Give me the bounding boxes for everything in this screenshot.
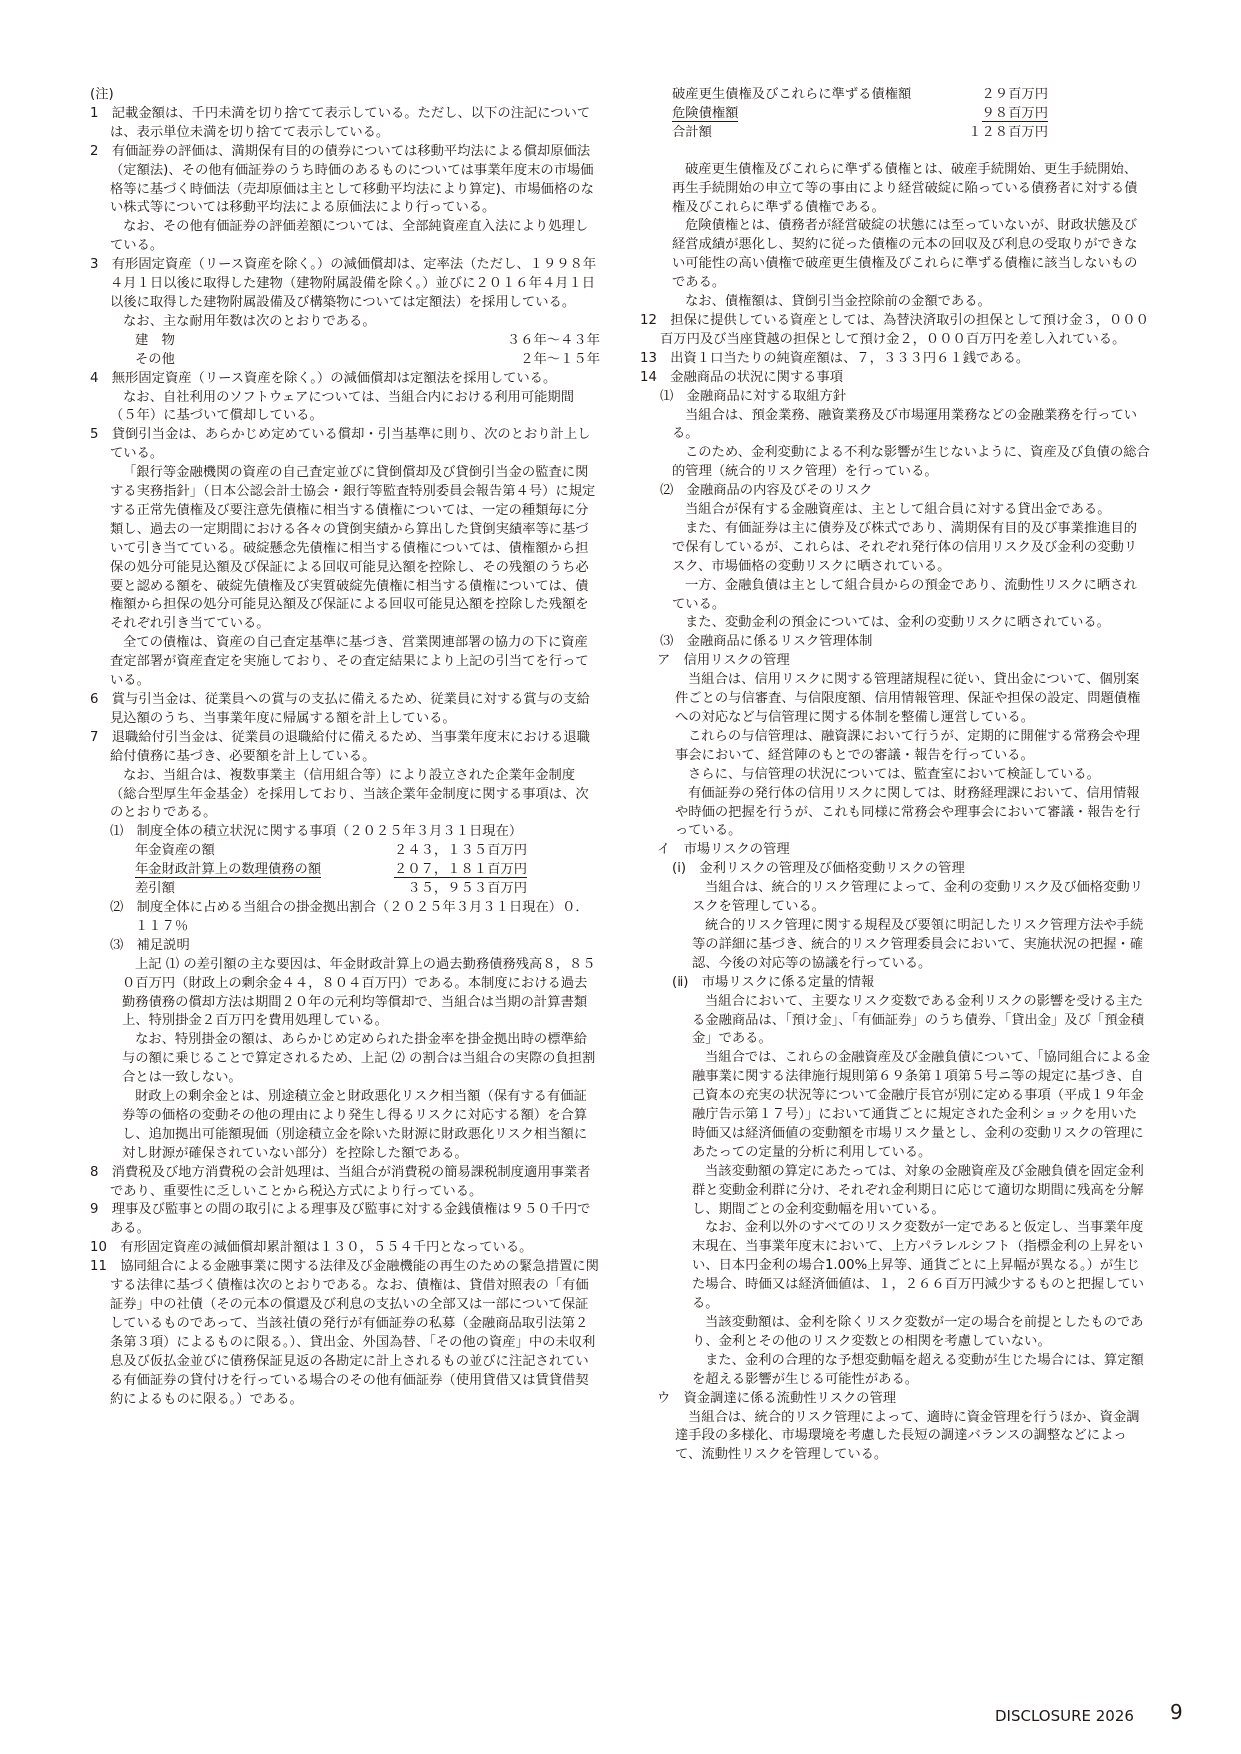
table-value: ２９百万円 xyxy=(981,87,1048,102)
paragraph: 当該変動額は、金利を除くリスク変数が一定の場合を前提としたものであり、金利とその他のリスク変数との相関を考慮していない。 xyxy=(692,1315,1144,1349)
paragraph: (ⅱ) 市場リスクに係る定量的情報 xyxy=(672,974,875,990)
paragraph: 3 有形固定資産（リース資産を除く。）の減価償却は、定率法（ただし、１９９８年４月１日以後に取得した建物（建物附属設備を除く。）並びに２０１６年４月１日以後に取得した建物附属設備及び構築物については定額法）を採用している。 xyxy=(90,257,597,310)
table-label: 年金資産の額 xyxy=(135,843,215,859)
paragraph: 14 金融商品の状況に関する事項 xyxy=(640,369,844,385)
paragraph: なお、その他有価証券の評価差額については、全部純資産直入法により処理している。 xyxy=(110,219,589,254)
paragraph: なお、特別掛金の額は、あらかじめ定められた掛金率を掛金拠出時の標準給与の額に乗じることで算定されるため、上記 ⑵ の割合は当組合の実際の負担割合とは一致しない。 xyxy=(122,1032,596,1086)
table-label: 破産更生債権及びこれらに準ずる債権額 xyxy=(672,87,912,102)
paragraph: なお、債権額は、貸倒引当金控除前の金額である。 xyxy=(685,294,991,310)
paragraph: 1 記載金額は、千円未満を切り捨てて表示している。ただし、以下の注記については、表示単位未満を切り捨てて表示している。 xyxy=(90,105,591,140)
paragraph: 13 出資１口当たりの純資産額は、７，３３３円６１銭である。 xyxy=(640,350,1030,366)
table-label: 合計額 xyxy=(672,124,712,140)
paragraph: 10 有形固定資産の減価償却累計額は１３０，５５４千円となっている。 xyxy=(90,1240,533,1256)
paragraph: なお、金利以外のすべてのリスク変数が一定であると仮定し、当事業年度末現在、当事業年度末において、上方パラレルシフト（指標金利の上昇をいい、日本円金利の場合1.00%上昇等、通貨ごとに上昇幅が異なる。）が生じた場合、時価又は経済価値は、１，２６６百万円減少するものと把握している。 xyxy=(692,1220,1145,1312)
table-value: ２０７，１８１百万円 xyxy=(394,862,527,878)
page-number: 9 xyxy=(1170,1700,1183,1724)
paragraph: 5 貸倒引当金は、あらかじめ定めている償却・引当基準に則り、次のとおり計上している。 xyxy=(90,427,591,462)
paragraph: 危険債権とは、債務者が経営破綻の状態には至っていないが、財政状態及び経営成績が悪化し、契約に従った債権の元本の回収及び利息の受取りができない可能性の高い債権で破産更生債権及びこれらに準ずる債権に該当しないものである。 xyxy=(672,218,1138,291)
paragraph: 当組合が保有する金融資産は、主として組合員に対する貸出金である。 xyxy=(685,502,1111,518)
paragraph: 上記 ⑴ の差引額の主な要因は、年金財政計算上の過去勤務債務残高８，８５０百万円（財政上の剰余金４４，８０４百万円）である。本制度における過去勤務債務の償却方法は期間２０年の元利均等償却で、当組合は当期の計算書類上、特別掛金２百万円を費用処理している。 xyxy=(122,956,596,1029)
left-column xyxy=(90,86,600,1409)
paragraph: 「銀行等金融機関の資産の自己査定並びに貸倒償却及び貸倒引当金の監査に関する実務指針」（日本公認会計士協会・銀行等監査特別委員会報告第４号）に規定する正常先債権及び要注意先債権に相当する債権については、一定の種類毎に分類し、過去の一定期間における各々の貸倒実績から算出した貸倒実績率等に基づいて引き当てている。破綻懸念先債権に相当する債権については、債権額から担保の処分可能見込額及び保証による回収可能見込額を控除し、その残額のうち必要と認める額を、破綻先債権及び実質破綻先債権に相当する債権については、債権額から担保の処分可能見込額及び保証による回収可能見込額を控除した残額をそれぞれ引き当てている。 xyxy=(110,465,596,632)
paragraph: 4 無形固定資産（リース資産を除く。）の減価償却は定額法を採用している。 xyxy=(90,370,557,386)
paragraph: また、有価証券は主に債券及び株式であり、満期保有目的及び事業推進目的で保有しているが、これらは、それぞれ発行体の信用リスク及び金利の変動リスク、市場価格の変動リスクに晒されている。 xyxy=(672,520,1138,574)
paragraph: ⑵ 制度全体に占める当組合の掛金拠出割合（２０２５年３月３１日現在）０．１１７％ xyxy=(110,899,589,934)
table-label: 危険債権額 xyxy=(672,105,739,121)
paragraph: また、変動金利の預金については、金利の変動リスクに晒されている。 xyxy=(685,615,1110,631)
lt-fund xyxy=(90,842,527,899)
paragraph: 2 有価証券の評価は、満期保有目的の債券については移動平均法による償却原価法（定額法)、その他有価証券のうち時価のあるものについては事業年度末の市場価格等に基づく時価法（売却原価は主として移動平均法により算定)、市場価格のない株式等については移動平均法による原価法により行っている。 xyxy=(90,143,594,216)
paragraph: 当組合は、統合的リスク管理によって、金利の変動リスク及び価格変動リスクを管理している。 xyxy=(692,880,1143,915)
paragraph: 8 消費税及び地方消費税の会計処理は、当組合が消費税の簡易課税制度適用事業者であり、重要性に乏しいことから税込方式により行っている。 xyxy=(90,1164,591,1199)
paragraph: 11 協同組合による金融事業に関する法律及び金融機能の再生のための緊急措置に関する法律に基づく債権は次のとおりである。なお、債権は、貸借対照表の「有価証券」中の社債（その元本の償還及び利息の支払いの全部又は一部について保証しているものであって、当該社債の発行が有価証券の私募（金融商品取引法第２条第３項）によるものに限る。）、貸出金、外国為替、「その他の資産」中の未収利息及び仮払金並びに債務保証見返の各勘定に計上されるもの並びに注記されている有価証券の貸付けを行っている場合のその他有価証券（使用貸借又は賃貸借契約によるものに限る。）である。 xyxy=(90,1259,599,1407)
paragraph: 財政上の剰余金とは、別途積立金と財政悪化リスク相当額（保有する有価証券等の価格の変動その他の理由により発生し得るリスクに対応する額）を合算し、追加拠出可能額現価（別途積立金を除いた財源に財政悪化リスク相当額に対し財源が確保されていない部分）を控除した額である。 xyxy=(122,1089,588,1161)
rt-claims xyxy=(640,86,1048,143)
table-value: ３６年～４３年 xyxy=(506,332,600,348)
paragraph: 当該変動額の算定にあたっては、対象の金融資産及び金融負債を固定金利群と変動金利群に分け、それぞれ金利期日に応じて適切な期間に残高を分解し、期間ごとの金利変動幅を用いている。 xyxy=(692,1163,1144,1217)
paragraph: なお、自社利用のソフトウェアについては、当組合内における利用可能期間（５年）に基づいて償却している。 xyxy=(110,389,575,424)
paragraph: このため、金利変動による不利な影響が生じないように、資産及び負債の総合的管理（統合的リスク管理）を行っている。 xyxy=(672,445,1150,480)
paragraph: 統合的リスク管理に関する規程及び要領に明記したリスク管理方法や手続等の詳細に基づき、統合的リスク管理委員会において、実施状況の把握・確認、今後の対応等の協議を行っている。 xyxy=(692,917,1144,971)
paragraph: これらの与信管理は、融資課において行うが、定期的に開催する常務会や理事会において、経営陣のもとでの審議・報告を行っている。 xyxy=(675,728,1141,763)
paragraph: ⑴ 金融商品に対する取組方針 xyxy=(660,388,847,404)
paragraph: 一方、金融負債は主として組合員からの預金であり、流動性リスクに晒されている。 xyxy=(672,577,1137,612)
paragraph: (注) xyxy=(90,87,114,102)
paragraph: 当組合は、統合的リスク管理によって、適時に資金管理を行うほか、資金調達手段の多様化、市場環境を考慮した長短の調達バランスの調整などによって、流動性リスクを管理している。 xyxy=(675,1409,1140,1463)
lt-ages xyxy=(90,332,600,370)
paragraph: 9 理事及び監事との間の取引による理事及び監事に対する金銭債権は９５０千円である。 xyxy=(90,1202,591,1237)
paragraph: ウ 資金調達に係る流動性リスクの管理 xyxy=(657,1390,897,1406)
paragraph: ⑵ 金融商品の内容及びそのリスク xyxy=(660,483,873,499)
table-value: １２８百万円 xyxy=(968,124,1048,140)
footer-label: DISCLOSURE 2026 xyxy=(995,1707,1134,1725)
table-label: 年金財政計算上の数理債務の額 xyxy=(135,862,322,878)
paragraph: 当組合は、信用リスクに関する管理諸規程に従い、貸出金について、個別案件ごとの与信審査、与信限度額、信用情報管理、保証や担保の設定、問題債権への対応など与信管理に関する体制を整備し運営している。 xyxy=(675,672,1141,725)
paragraph: 12 担保に提供している資産としては、為替決済取引の担保として預け金３，０００百万円及び当座貸越の担保として預け金２，０００百万円を差し入れている。 xyxy=(640,312,1149,347)
paragraph: ⑴ 制度全体の積立状況に関する事項（２０２５年３月３１日現在） xyxy=(110,824,523,840)
paragraph: 全ての債権は、資産の自己査定基準に基づき、営業関連部署の協力の下に資産査定部署が資産査定を実施しており、その査定結果により上記の引当てを行っている。 xyxy=(110,635,589,689)
paragraph: なお、主な耐用年数は次のとおりである。 xyxy=(123,313,376,329)
paragraph: イ 市場リスクの管理 xyxy=(657,842,790,858)
paragraph: 当組合は、預金業務、融資業務及び市場運用業務などの金融業務を行っている。 xyxy=(672,407,1138,442)
table-value: ９８百万円 xyxy=(981,105,1048,121)
paragraph: 7 退職給付引当金は、従業員の退職給付に備えるため、当事業年度末における退職給付債務に基づき、必要額を計上している。 xyxy=(90,729,590,764)
paragraph: 当組合では、これらの金融資産及び金融負債について、「協同組合による金融事業に関する法律施行規則第６９条第１項第５号ニ等の規定に基づき、自己資本の充実の状況等について金融庁長官が別に定める事項（平成１９年金融庁告示第１７号）」において通貨ごとに規定された金利ショックを用いた時価又は経済価値の変動額を市場リスク量とし、金利の変動リスクの管理にあたっての定量的分析に利用している。 xyxy=(692,1050,1150,1160)
paragraph: ア 信用リスクの管理 xyxy=(657,653,790,669)
table-label: 差引額 xyxy=(135,881,175,897)
paragraph: さらに、与信管理の状況については、監査室において検証している。 xyxy=(688,766,1100,782)
paragraph: なお、当組合は、複数事業主（信用組合等）により設立された企業年金制度（総合型厚生年金基金）を採用しており、当該企業年金制度に関する事項は、次のとおりである。 xyxy=(110,767,589,821)
table-value: ２年～１５年 xyxy=(506,351,600,367)
paragraph: (ⅰ) 金利リスクの管理及び価格変動リスクの管理 xyxy=(672,861,965,877)
paragraph: 破産更生債権及びこれらに準ずる債権とは、破産手続開始、更生手続開始、再生手続開始の申立て等の事由により経営破綻に陥っている債務者に対する債権及びこれらに準ずる債権である。 xyxy=(672,161,1138,215)
table-label: 建 物 xyxy=(135,332,175,348)
paragraph: 当組合において、主要なリスク変数である金利リスクの影響を受ける主たる金融商品は、「預け金」、「有価証券」のうち債券、「貸出金」及び「預金積金」である。 xyxy=(692,993,1145,1047)
paragraph: ⑶ 金融商品に係るリスク管理体制 xyxy=(660,634,873,650)
paragraph: 有価証券の発行体の信用リスクに関しては、財務経理課において、信用情報や時価の把握を行うが、これも同様に常務会や理事会において審議・報告を行っている。 xyxy=(675,785,1141,839)
table-label: その他 xyxy=(135,351,175,367)
paragraph: また、金利の合理的な予想変動幅を超える変動が生じた場合には、算定額を超える影響が生じる可能性がある。 xyxy=(692,1352,1144,1387)
table-value: ３５，９５３百万円 xyxy=(407,881,527,897)
table-value: ２４３，１３５百万円 xyxy=(394,843,527,859)
right-column xyxy=(640,86,1150,1465)
paragraph: ⑶ 補足説明 xyxy=(110,937,190,953)
paragraph: 6 賞与引当金は、従業員への賞与の支払に備えるため、従業員に対する賞与の支給見込額のうち、当事業年度に帰属する額を計上している。 xyxy=(90,692,590,726)
